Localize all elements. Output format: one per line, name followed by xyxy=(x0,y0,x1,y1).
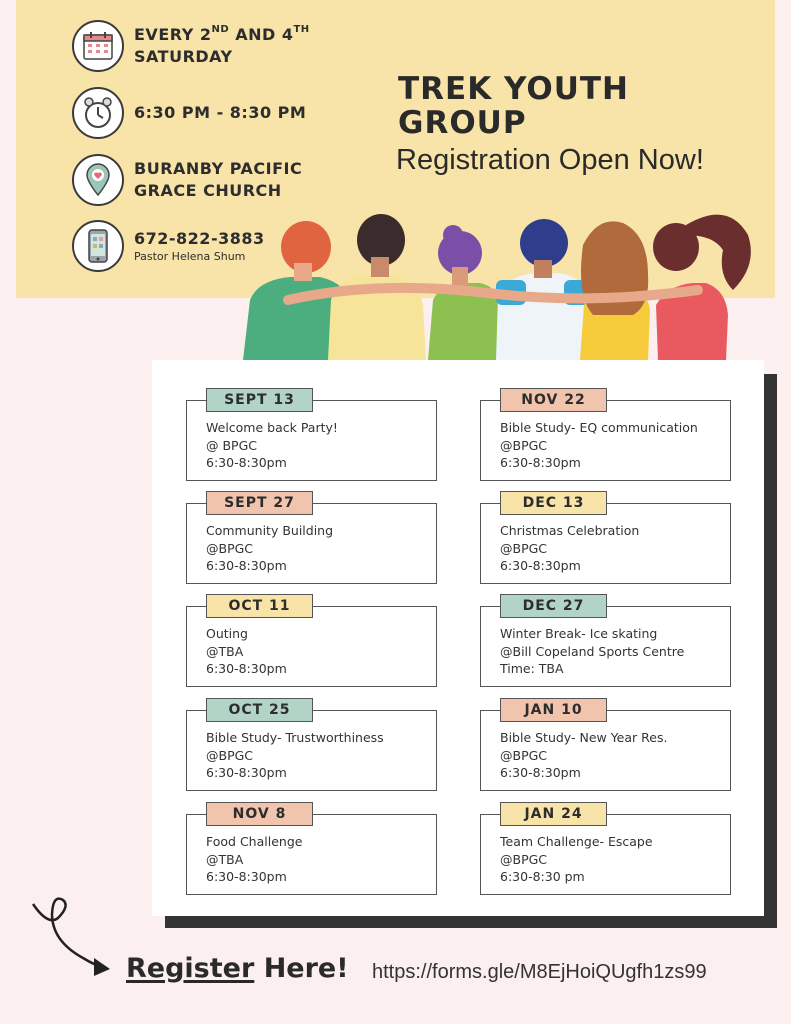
schedule-day: SATURDAY xyxy=(134,47,233,66)
event-date-tag: OCT 25 xyxy=(206,698,313,722)
event-name: Food Challenge xyxy=(206,834,303,849)
location-info xyxy=(72,154,302,206)
event-time: 6:30-8:30pm xyxy=(206,661,287,676)
event-place: @BPGC xyxy=(206,540,254,556)
event-details xyxy=(500,833,653,886)
event-item xyxy=(186,702,437,791)
page-title: TREK YOUTH GROUP xyxy=(398,71,629,141)
time-text: 6:30 PM - 8:30 PM xyxy=(134,103,307,122)
event-details xyxy=(500,729,667,782)
time-info xyxy=(72,87,306,139)
event-time: 6:30-8:30pm xyxy=(500,558,581,573)
event-item xyxy=(186,392,437,481)
event-time: 6:30-8:30pm xyxy=(206,869,287,884)
event-time: 6:30-8:30pm xyxy=(206,455,287,470)
event-details xyxy=(500,522,639,575)
event-details xyxy=(500,625,684,678)
event-name: Winter Break- Ice skating xyxy=(500,626,658,641)
event-place: @Bill Copeland Sports Centre xyxy=(500,643,685,659)
event-date-tag: SEPT 27 xyxy=(206,491,313,515)
location-line2: GRACE CHURCH xyxy=(134,181,282,200)
event-place: @BPGC xyxy=(206,747,254,763)
event-item xyxy=(480,392,731,481)
phone-number: 672-822-3883 xyxy=(134,229,265,248)
event-place: @BPGC xyxy=(500,540,548,556)
phone-icon xyxy=(72,220,124,272)
event-name: Christmas Celebration xyxy=(500,523,640,538)
event-date-tag: NOV 8 xyxy=(206,802,313,826)
registration-link[interactable]: https://forms.gle/M8EjHoiQUgfh1zs99 xyxy=(372,961,707,983)
event-date-tag: OCT 11 xyxy=(206,594,313,618)
contact-name: Pastor Helena Shum xyxy=(134,250,246,263)
page-subtitle: Registration Open Now! xyxy=(396,144,704,176)
youth-group-illustration xyxy=(228,205,758,365)
location-line1: BURANBY PACIFIC xyxy=(134,159,303,178)
register-cta[interactable]: Register Here! xyxy=(126,953,349,984)
event-time: 6:30-8:30pm xyxy=(206,765,287,780)
event-item xyxy=(480,806,731,895)
event-name: Team Challenge- Escape xyxy=(500,834,653,849)
event-item xyxy=(186,495,437,584)
event-details xyxy=(206,625,287,678)
alarm-clock-icon xyxy=(72,87,124,139)
event-name: Community Building xyxy=(206,523,334,538)
event-time: Time: TBA xyxy=(500,661,564,676)
event-place: @BPGC xyxy=(500,437,548,453)
event-item xyxy=(186,598,437,687)
event-time: 6:30-8:30pm xyxy=(206,558,287,573)
event-name: Bible Study- New Year Res. xyxy=(500,730,668,745)
event-details xyxy=(500,419,698,472)
event-item xyxy=(480,702,731,791)
event-date-tag: JAN 24 xyxy=(500,802,607,826)
event-time: 6:30-8:30pm xyxy=(500,455,581,470)
event-date-tag: DEC 13 xyxy=(500,491,607,515)
event-time: 6:30-8:30pm xyxy=(500,765,581,780)
event-name: Bible Study- Trustworthiness xyxy=(206,730,384,745)
event-time: 6:30-8:30 pm xyxy=(500,869,585,884)
event-item xyxy=(186,806,437,895)
event-date-tag: DEC 27 xyxy=(500,594,607,618)
event-place: @BPGC xyxy=(500,851,548,867)
schedule-info xyxy=(72,20,310,72)
event-date-tag: SEPT 13 xyxy=(206,388,313,412)
event-details xyxy=(206,419,338,472)
event-name: Welcome back Party! xyxy=(206,420,338,435)
event-place: @TBA xyxy=(206,643,244,659)
schedule-text: EVERY 2ND AND 4TH xyxy=(134,24,310,44)
location-pin-icon xyxy=(72,154,124,206)
event-item xyxy=(480,495,731,584)
event-place: @BPGC xyxy=(500,747,548,763)
event-date-tag: JAN 10 xyxy=(500,698,607,722)
event-name: Outing xyxy=(206,626,248,641)
event-item xyxy=(480,598,731,687)
event-details xyxy=(206,833,302,886)
calendar-icon xyxy=(72,20,124,72)
event-details xyxy=(206,729,384,782)
event-name: Bible Study- EQ communication xyxy=(500,420,698,435)
curly-arrow-icon xyxy=(28,896,128,986)
event-place: @TBA xyxy=(206,851,244,867)
event-date-tag: NOV 22 xyxy=(500,388,607,412)
event-details xyxy=(206,522,333,575)
event-place: @ BPGC xyxy=(206,437,258,453)
